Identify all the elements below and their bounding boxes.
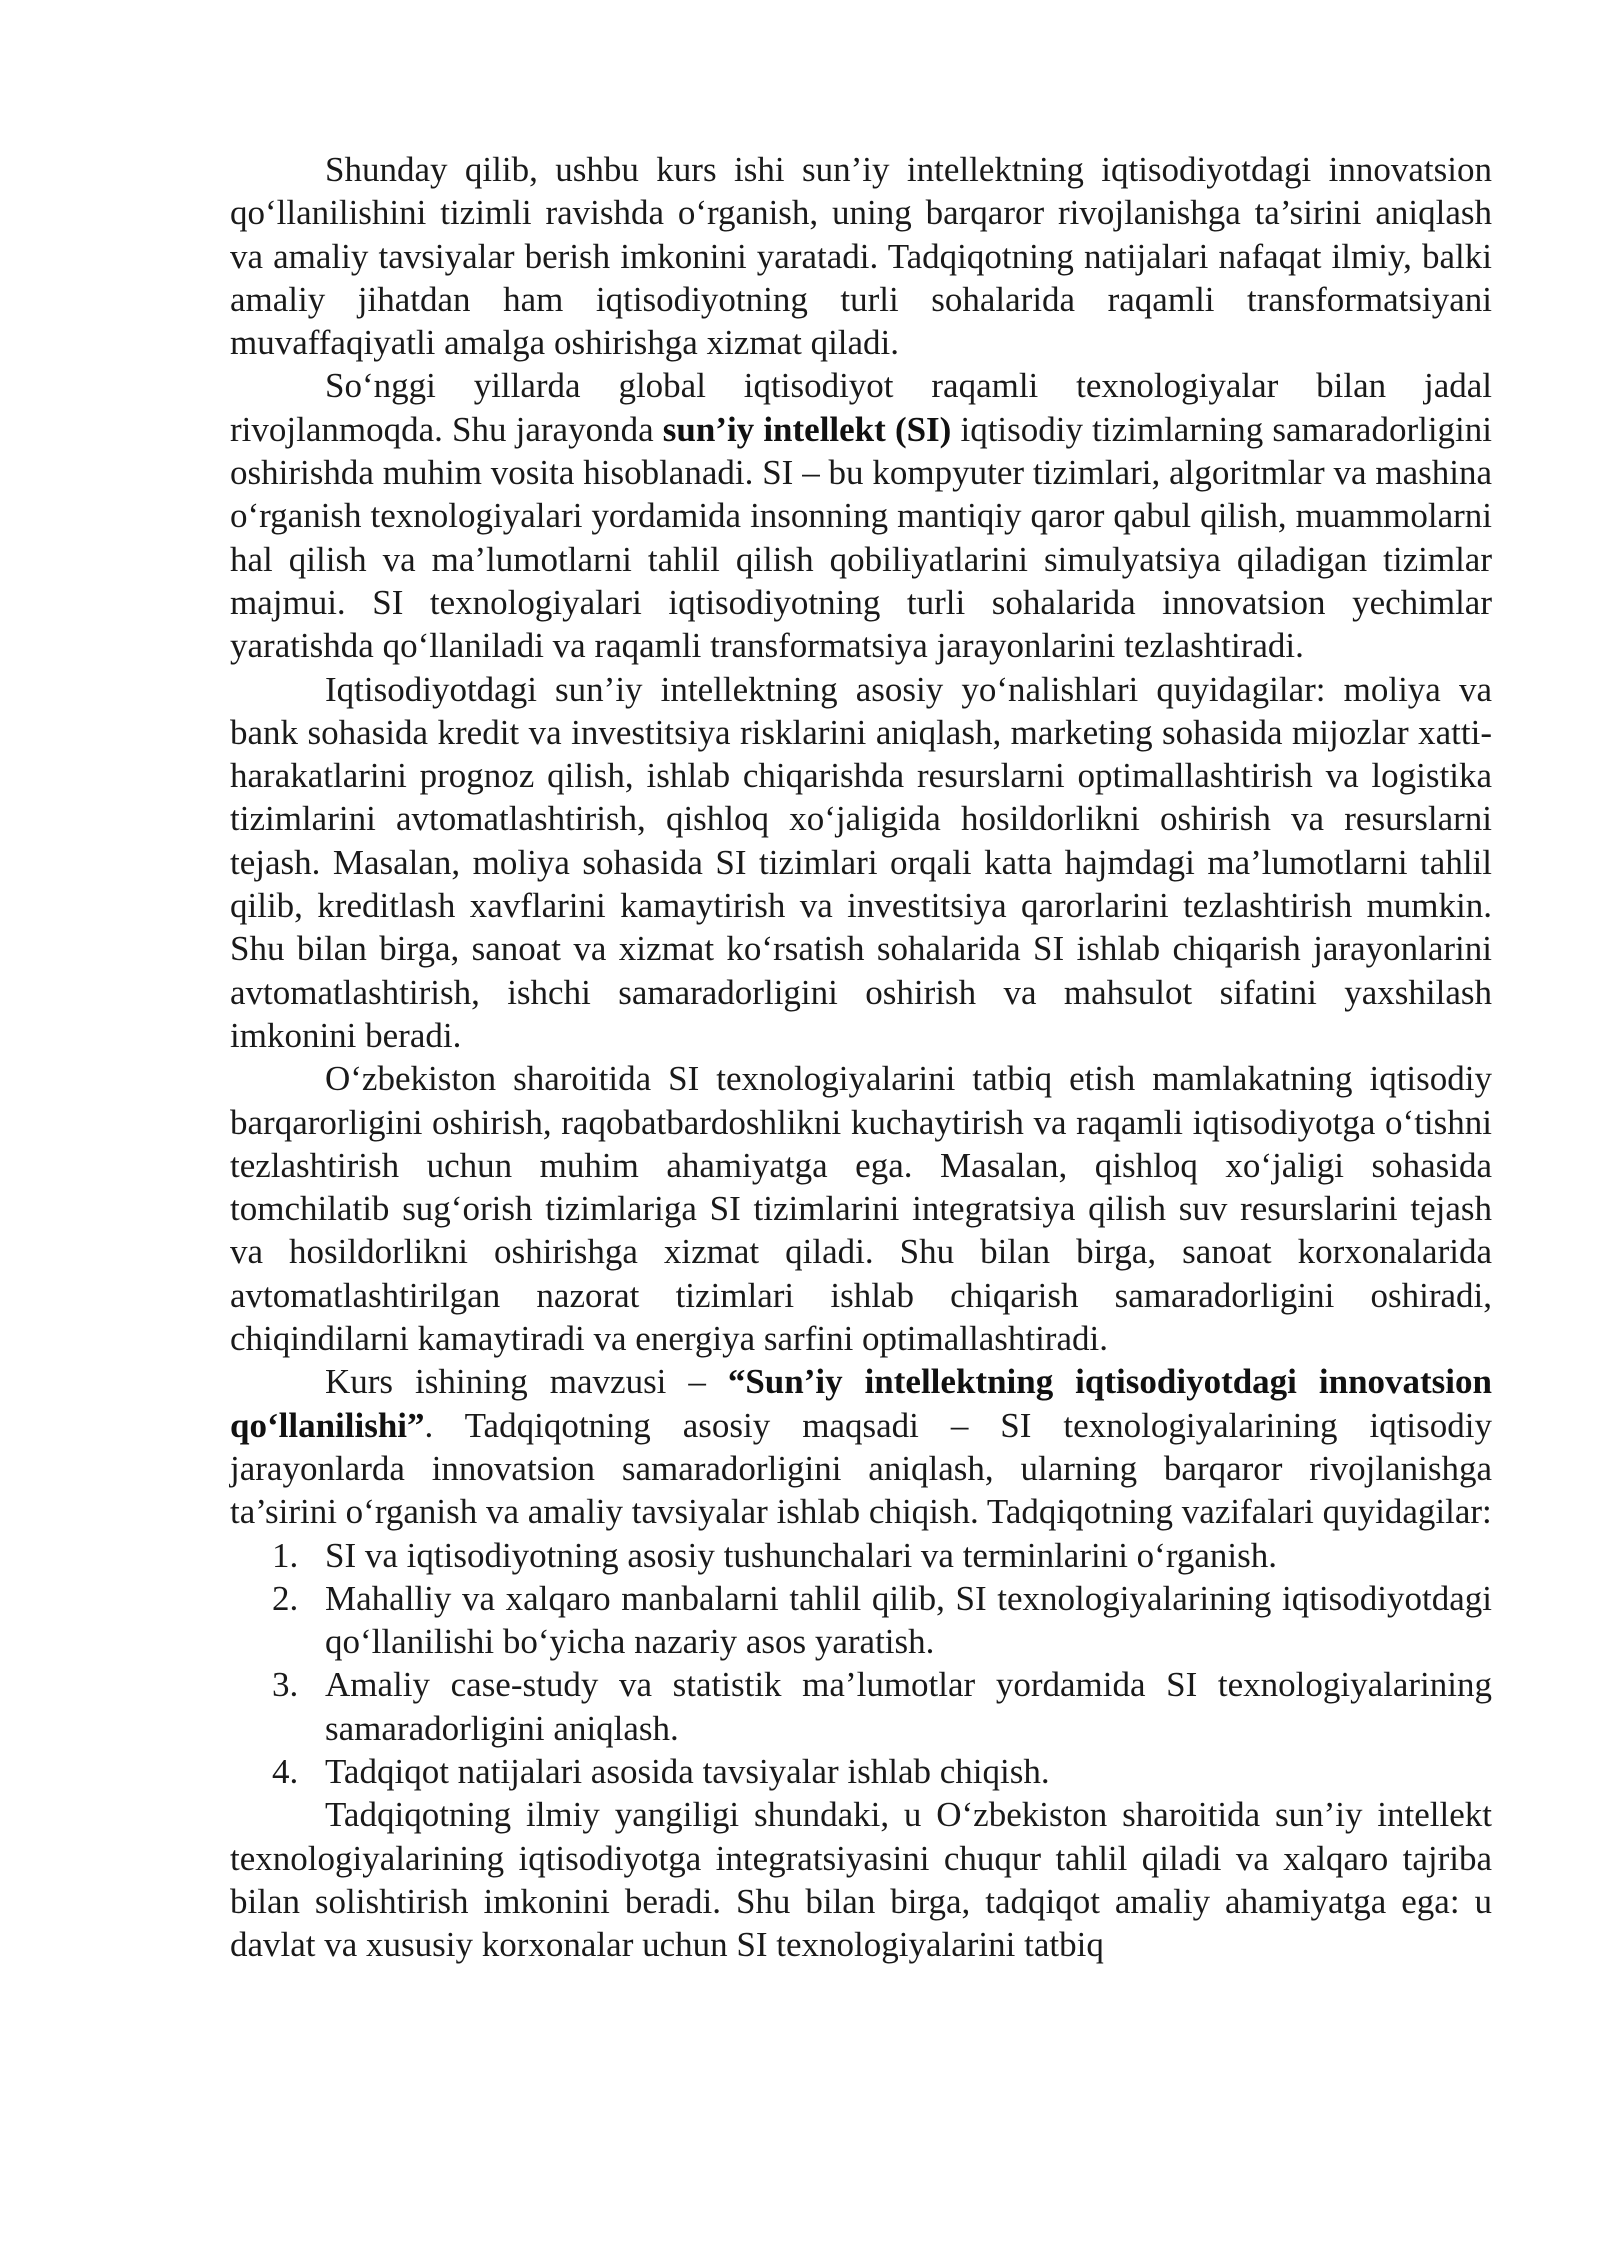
list-number: 4. bbox=[272, 1751, 299, 1791]
list-number: 3. bbox=[272, 1665, 299, 1705]
text-run: iqtisodiy tizimlarning samaradorligini oshirishda muhim vosita hisoblanadi. SI – bu kompyuter tizimlari, algoritmlar va mashina o‘rganish texnologiyalari yordamida insonning mantiqiy qaror qabul qilish, muammolarni hal qilish va ma’lumotlarni tahlil qilish qobiliyatlarini simulyatsiya qiladigan tizimlar majmui. SI texnologiyalari iqtisodiyotning turli sohalarida innovatsion yechimlar yaratishda qo‘llaniladi va raqamli transformatsiya jarayonlarini tezlashtiradi. bbox=[230, 409, 1493, 666]
paragraph-ai-definition bbox=[230, 364, 1492, 667]
list-text: Tadqiqot natijalari asosida tavsiyalar ishlab chiqish. bbox=[325, 1751, 1050, 1791]
text-run: Kurs ishining mavzusi – bbox=[325, 1362, 728, 1402]
text-run: . Tadqiqotning asosiy maqsadi – SI texnologiyalarining iqtisodiy jarayonlarda innovatsion samaradorligini aniqlash, ularning barqaror rivojlanishga ta’sirini o‘rganish va amaliy tavsiyalar ishlab chiqish. Tadqiqotning vazifalari quyidagilar: bbox=[230, 1405, 1492, 1532]
list-text: SI va iqtisodiyotning asosiy tushunchalari va terminlarini o‘rganish. bbox=[325, 1535, 1277, 1575]
paragraph-uzbekistan: O‘zbekiston sharoitida SI texnologiyalarini tatbiq etish mamlakatning iqtisodiy barqarorligini oshirish, raqobatbardoshlikni kuchaytirish va raqamli iqtisodiyotga o‘tishni tezlashtirish uchun muhim ahamiyatga ega. Masalan, qishloq xo‘jaligi sohasida tomchilatib sug‘orish tizimlariga SI tizimlarini integratsiya qilish suv resurslarini tejash va hosildorlikni oshirishga xizmat qiladi. Shu bilan birga, sanoat korxonalarida avtomatlashtirilgan nazorat tizimlari ishlab chiqarish samaradorligini oshiradi, chiqindilarni kamaytiradi va energiya sarfini optimallashtiradi. bbox=[230, 1059, 1492, 1359]
paragraph-novelty: Tadqiqotning ilmiy yangiligi shundaki, u O‘zbekiston sharoitida sun’iy intellekt texnologiyalarining iqtisodiyotga integratsiyasini chuqur tahlil qiladi va xalqaro tajriba bilan solishtirish imkonini beradi. Shu bilan birga, tadqiqot amaliy ahamiyatga ega: u davlat va xususiy korxonalar uchun SI texnologiyalarini tatbiq bbox=[230, 1795, 1492, 1965]
paragraph-conclusion: Shunday qilib, ushbu kurs ishi sun’iy intellektning iqtisodiyotdagi innovatsion qo‘llanilishini tizimli ravishda o‘rganish, uning barqaror rivojlanishga ta’sirini aniqlash va amaliy tavsiyalar berish imkonini yaratadi. Tadqiqotning natijalari nafaqat ilmiy, balki amaliy jihatdan ham iqtisodiyotning turli sohalarida raqamli transformatsiyani muvaffaqiyatli amalga oshirishga xizmat qiladi. bbox=[230, 150, 1492, 363]
list-item bbox=[230, 1663, 1492, 1750]
document-page bbox=[230, 148, 1492, 1966]
list-item bbox=[230, 1750, 1492, 1793]
list-number: 1. bbox=[272, 1535, 299, 1575]
list-item bbox=[230, 1534, 1492, 1577]
paragraph-topic-goal bbox=[230, 1360, 1492, 1533]
bold-term-ai: sun’iy intellekt (SI) bbox=[662, 409, 952, 449]
list-text: Mahalliy va xalqaro manbalarni tahlil qilib, SI texnologiyalarining iqtisodiyotdagi qo‘llanilishi bo‘yicha nazariy asos yaratish. bbox=[325, 1578, 1492, 1662]
bold-topic-title: “Sun’iy intellektning iqtisodiyotdagi innovatsion qo‘llanilishi” bbox=[230, 1362, 1492, 1445]
paragraph-ai-directions: Iqtisodiyotdagi sun’iy intellektning asosiy yo‘nalishlari quyidagilar: moliya va bank sohasida kredit va investitsiya risklarini aniqlash, marketing sohasida mijozlar xatti-harakatlarini prognoz qilish, ishlab chiqarishda resurslarni optimallashtirish va logistika tizimlarini avtomatlashtirish, qishloq xo‘jaligida hosildorlikni oshirish va resurslarni tejash. Masalan, moliya sohasida SI tizimlari orqali katta hajmdagi ma’lumotlarni tahlil qilib, kreditlash xavflarini kamaytirish va investitsiya qarorlarini tezlashtirish mumkin. Shu bilan birga, sanoat va xizmat ko‘rsatish sohalarida SI ishlab chiqarish jarayonlarini avtomatlashtirish, ishchi samaradorligini oshirish va mahsulot sifatini yaxshilash imkonini beradi. bbox=[230, 669, 1492, 1055]
text-run: So‘nggi yillarda global iqtisodiyot raqamli texnologiyalar bilan jadal rivojlanmoqda. Shu jarayonda bbox=[230, 366, 1492, 449]
list-number: 2. bbox=[272, 1578, 299, 1618]
tasks-list bbox=[230, 1534, 1492, 1794]
list-item bbox=[230, 1577, 1492, 1664]
list-text: Amaliy case-study va statistik ma’lumotlar yordamida SI texnologiyalarining samaradorligini aniqlash. bbox=[325, 1665, 1492, 1748]
